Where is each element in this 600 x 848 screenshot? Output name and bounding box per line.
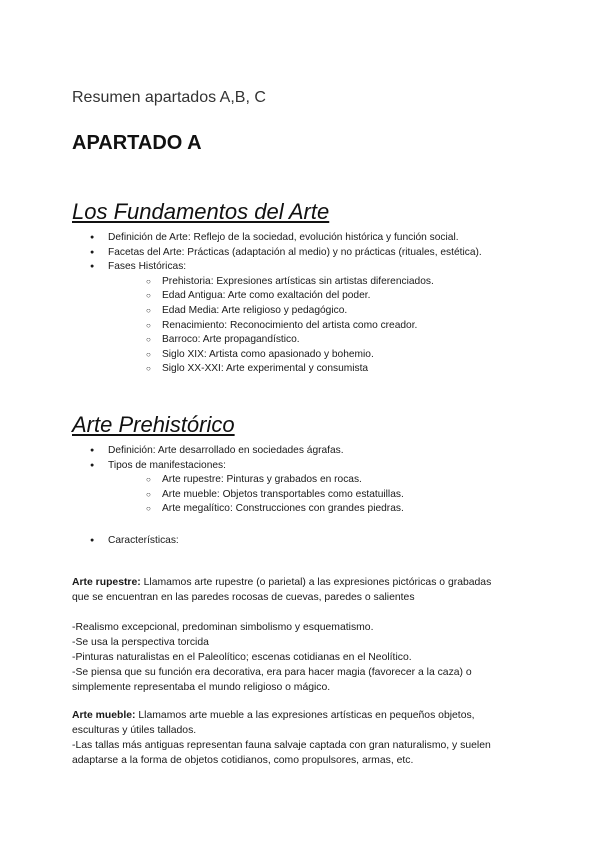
rupestre-intro-cont: que se encuentran en las paredes rocosas de cuevas, paredes o salientes [72,591,415,603]
text-line: -Las tallas más antiguas representan fauna salvaje captada con gran naturalismo, y suelen [72,739,491,751]
text-line: -Se usa la perspectiva torcida [72,636,209,648]
list-item: ● Facetas del Arte: Prácticas (adaptación al medio) y no prácticas (rituales, estética). [90,246,550,261]
caracteristicas-list [90,534,550,549]
list-item: ○ Renacimiento: Reconocimiento del artista como creador. [146,319,550,334]
list-item: ○ Siglo XX-XXI: Arte experimental y consumista [146,362,550,377]
list-item [90,459,550,517]
fases-list [108,275,550,377]
list-item: ● Definición: Arte desarrollado en sociedades ágrafas. [90,444,550,459]
text-line: simplemente representaba el mundo religioso o mágico. [72,681,331,693]
list-item: ○ Prehistoria: Expresiones artísticas sin artistas diferenciados. [146,275,550,290]
document-subtitle: Resumen apartados A,B, C [72,89,266,106]
list-item-label: Tipos de manifestaciones: [108,459,226,471]
rupestre-label: Arte rupestre: [72,577,141,588]
tipos-list [108,473,550,517]
text-line: -Realismo excepcional, predominan simbolismo y esquematismo. [72,622,374,633]
text-line: -Pinturas naturalistas en el Paleolítico; escenas cotidianas en el Neolítico. [72,651,412,663]
list-item: ○ Arte megalítico: Construcciones con grandes piedras. [146,502,550,517]
mueble-intro-cont: esculturas y útiles tallados. [72,724,197,736]
mueble-intro: Llamamos arte mueble a las expresiones artísticas en pequeños objetos, [135,710,475,721]
rupestre-paragraph [72,576,532,606]
list-item: ● Características: [90,534,550,549]
list-item: ○ Arte rupestre: Pinturas y grabados en rocas. [146,473,550,488]
mueble-label: Arte mueble: [72,710,136,721]
mueble-paragraph [72,709,532,769]
list-item: ○ Edad Antigua: Arte como exaltación del poder. [146,289,550,304]
heading-fundamentos: Los Fundamentos del Arte [72,199,330,224]
list-item: ○ Edad Media: Arte religioso y pedagógico. [146,304,550,319]
list-item-label: Fases Históricas: [108,261,187,273]
list-item: ● Definición de Arte: Reflejo de la sociedad, evolución histórica y función social. [90,231,550,246]
text-line: adaptarse a la forma de objetos cotidianos, como propulsores, armas, etc. [72,754,414,766]
prehistorico-list [90,444,550,517]
rupestre-points [72,621,532,696]
list-item: ○ Siglo XIX: Artista como apasionado y bohemio. [146,348,550,363]
list-item: ○ Barroco: Arte propagandístico. [146,333,550,348]
fundamentos-list [90,231,550,377]
text-line: -Se piensa que su función era decorativa, era para hacer magia (favorecer a la caza) o [72,666,472,678]
list-item: ○ Arte mueble: Objetos transportables como estatuillas. [146,488,550,503]
rupestre-intro: Llamamos arte rupestre (o parietal) a las expresiones pictóricas o grabadas [140,577,492,588]
heading-prehistorico: Arte Prehistórico [72,412,235,437]
list-item [90,260,550,377]
section-heading-apartado-a: APARTADO A [72,132,202,154]
